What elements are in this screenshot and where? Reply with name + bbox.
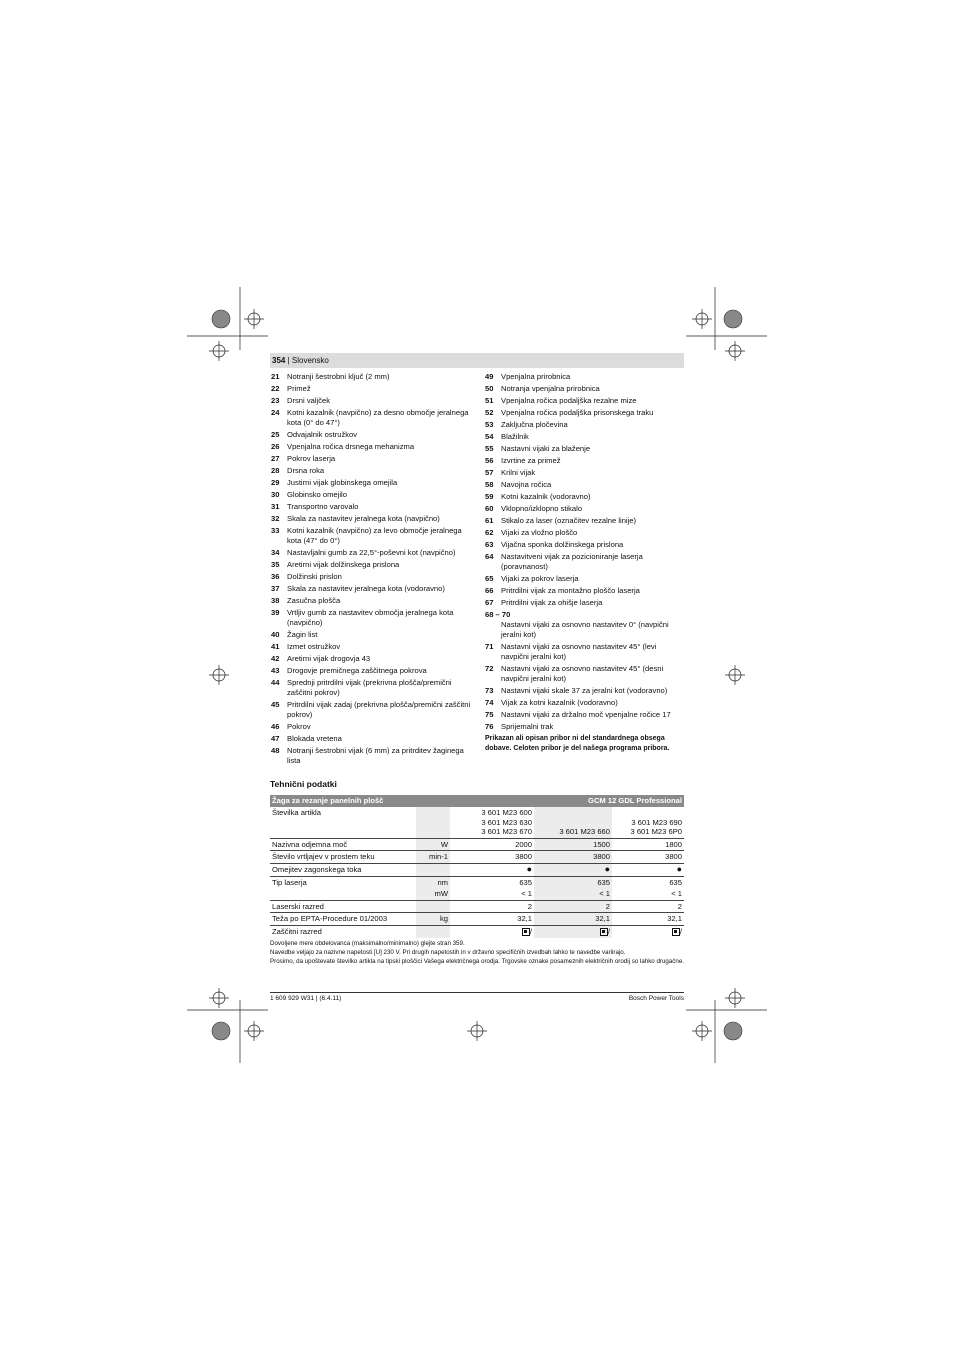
item-number: 73: [485, 686, 494, 695]
item-number: 65: [485, 574, 494, 583]
header-language: Slovensko: [291, 356, 329, 365]
list-item: [485, 408, 684, 418]
list-item: [271, 548, 471, 558]
item-number: 32: [271, 514, 280, 523]
item-number: 39: [271, 608, 280, 617]
item-text: Drsna roka: [287, 466, 325, 475]
list-item: [485, 444, 684, 454]
list-item: [485, 504, 684, 514]
item-number: 63: [485, 540, 494, 549]
list-item: [271, 666, 471, 676]
item-text: Stikalo za laser (označitev rezalne linije): [501, 516, 637, 525]
item-number: 58: [485, 480, 494, 489]
item-number: 49: [485, 372, 494, 381]
list-item: [271, 722, 471, 732]
item-number: 61: [485, 516, 494, 525]
tech-data-table: [270, 795, 684, 938]
table-row: Omejitev zagonskega toka ● ● ●: [270, 863, 684, 876]
item-text: Pritrdilni vijak za ohišje laserja: [501, 598, 603, 607]
list-item: [271, 734, 471, 744]
item-number: 43: [271, 666, 280, 675]
list-item: [485, 574, 684, 584]
item-number: 55: [485, 444, 494, 453]
item-text: Nastavljalni gumb za 22,5°-poševni kot (navpično): [287, 548, 456, 557]
item-text: Vijaki za pokrov laserja: [501, 574, 579, 583]
list-item: [485, 432, 684, 442]
list-item: [271, 384, 471, 394]
article-c1: 3 601 M23 600 3 601 M23 630 3 601 M23 670: [481, 808, 532, 837]
item-text: Vijak za kotni kazalnik (vodoravno): [501, 698, 618, 707]
item-number: 57: [485, 468, 494, 477]
footnotes: Dovoljene mere obdelovanca (maksimalno/minimalno) glejte stran 359. Navedbe veljajo za nazivne napetosti [U] 230 V. Pri drugih napetostih in v državno specifičnih izvedbah lahko te navedbe variirajo. Prosimo, da upoštevate številko artikla na tipski ploščici Vašega električnega orodja. Trgovske oznake posameznih električnih orodij so lahko drugačne.: [270, 940, 684, 965]
item-text: Sprijemalni trak: [501, 722, 554, 731]
list-item: [485, 468, 684, 478]
list-item: [485, 480, 684, 490]
list-item: [485, 722, 684, 732]
item-text: Aretirni vijak dolžinskega prislona: [287, 560, 400, 569]
list-item: [485, 686, 684, 696]
item-number: 67: [485, 598, 494, 607]
item-number: 21: [271, 372, 280, 381]
item-text: Izmet ostružkov: [287, 642, 341, 651]
list-item: [485, 384, 684, 394]
item-number: 56: [485, 456, 494, 465]
table-row: Število vrtljajev v prostem teku min-1 3800 3800 3800: [270, 851, 684, 864]
item-text: Nastavni vijaki za osnovno nastavitev 45° (desni navpični jeralni kot): [501, 664, 664, 683]
list-item: [271, 700, 471, 720]
item-number: 71: [485, 642, 494, 651]
item-number: 64: [485, 552, 494, 561]
item-number: 27: [271, 454, 280, 463]
list-item: [271, 442, 471, 452]
item-number: 25: [271, 430, 280, 439]
item-number: 26: [271, 442, 280, 451]
list-item: [271, 630, 471, 640]
article-row: [270, 807, 684, 838]
list-item: [271, 372, 471, 382]
item-number: 75: [485, 710, 494, 719]
item-text: Skala za nastavitev jeralnega kota (navpično): [287, 514, 440, 523]
item-text: Žagin list: [287, 630, 318, 639]
list-item: [271, 654, 471, 664]
page-header: [270, 353, 684, 368]
item-number: 30: [271, 490, 280, 499]
list-item: [271, 560, 471, 570]
list-item: [485, 610, 684, 640]
item-number: 37: [271, 584, 280, 593]
list-item: [271, 408, 471, 428]
list-item: [271, 584, 471, 594]
item-number: 38: [271, 596, 280, 605]
item-text: Vpenjalna ročica drsnega mehanizma: [287, 442, 415, 451]
item-text: Navojna ročica: [501, 480, 552, 489]
item-text: Pokrov laserja: [287, 454, 336, 463]
list-item: [271, 596, 471, 606]
item-text: Nastavni vijaki skale 37 za jeralni kot (vodoravno): [501, 686, 668, 695]
footer-code: 1 609 929 W31 | (6.4.11): [270, 995, 342, 1002]
item-text: Notranja vpenjalna prirobnica: [501, 384, 600, 393]
item-text: Pritrdilni vijak za montažno ploščo laserja: [501, 586, 640, 595]
header-separator: |: [287, 356, 290, 365]
list-item: [485, 528, 684, 538]
list-item: [271, 466, 471, 476]
list-item: [485, 456, 684, 466]
list-item: [271, 490, 471, 500]
item-text: Izvrtine za primež: [501, 456, 561, 465]
item-number: 60: [485, 504, 494, 513]
table-head-left: Žaga za rezanje panelnih plošč: [270, 795, 450, 807]
item-number: 74: [485, 698, 494, 707]
list-item: [271, 678, 471, 698]
list-item: [271, 642, 471, 652]
item-text: Kotni kazalnik (navpično) za desno območje jeralnega kota (0° do 47°): [287, 408, 469, 427]
item-text: Vklopno/izklopno stikalo: [501, 504, 583, 513]
list-item: [485, 552, 684, 572]
item-text: Odvajalnik ostružkov: [287, 430, 358, 439]
item-text: Skala za nastavitev jeralnega kota (vodoravno): [287, 584, 445, 593]
item-text: Sprednji pritrdilni vijak (prekrivna plošča/premični zaščitni pokrov): [287, 678, 452, 697]
item-text: Notranji šestrobni ključ (2 mm): [287, 372, 390, 381]
list-item: [271, 608, 471, 628]
item-text: Zasučna plošča: [287, 596, 341, 605]
item-number: 53: [485, 420, 494, 429]
item-number: 72: [485, 664, 494, 673]
list-item: [271, 746, 471, 766]
accessory-note: Prikazan ali opisan pribor ni del standardnega obsega dobave. Celoten pribor je del našega programa pribora.: [485, 735, 670, 752]
table-header-row: [270, 795, 684, 807]
item-text: Vpenjalna ročica podaljška prisonskega traku: [501, 408, 654, 417]
list-item: [271, 526, 471, 546]
item-text: Kotni kazalnik (navpično) za levo območje jeralnega kota (47° do 0°): [287, 526, 462, 545]
item-text: Pokrov: [287, 722, 311, 731]
item-text: Drogovje premičnega zaščitnega pokrova: [287, 666, 427, 675]
item-text: Vijaki za vložno ploščo: [501, 528, 578, 537]
item-text: Kotni kazalnik (vodoravno): [501, 492, 591, 501]
item-number: 34: [271, 548, 280, 557]
item-text: Vpenjalna prirobnica: [501, 372, 571, 381]
item-number: 52: [485, 408, 494, 417]
item-text: Transportno varovalo: [287, 502, 359, 511]
item-number: 42: [271, 654, 280, 663]
item-number: 36: [271, 572, 280, 581]
list-item: [485, 420, 684, 430]
item-number: 35: [271, 560, 280, 569]
table-row: Tip laserja nm mW 635 < 1 635 < 1 635 < 1: [270, 876, 684, 900]
item-number: 28: [271, 466, 280, 475]
item-number: 76: [485, 722, 494, 731]
item-number: 54: [485, 432, 494, 441]
item-text: Pritrdilni vijak zadaj (prekrivna plošča/premični zaščitni pokrov): [287, 700, 471, 719]
list-item: [271, 454, 471, 464]
item-text: Drsni valjček: [287, 396, 331, 405]
item-number: 66: [485, 586, 494, 595]
table-row: Laserski razred 2 2 2: [270, 900, 684, 913]
article-label: Številka artikla: [272, 808, 321, 817]
page-number: 354: [272, 356, 286, 365]
protection-class-icon: [672, 928, 680, 936]
list-item: [485, 710, 684, 720]
list-item: [485, 642, 684, 662]
item-text: Blokada vretena: [287, 734, 342, 743]
item-text: Justirni vijak globinskega omejila: [287, 478, 398, 487]
list-item: [485, 586, 684, 596]
item-text: Krilni vijak: [501, 468, 536, 477]
item-number: 24: [271, 408, 280, 417]
item-text: Vrtljiv gumb za nastavitev območja jeralnega kota (navpično): [287, 608, 454, 627]
item-number: 29: [271, 478, 280, 487]
protection-class-icon: [600, 928, 608, 936]
parts-list-right: [485, 372, 684, 753]
item-text: Nastavni vijaki za držalno moč vpenjalne ročice 17: [501, 710, 671, 719]
item-text: Nastavni vijaki za osnovno nastavitev 45° (levi navpični jeralni kot): [501, 642, 657, 661]
item-number: 50: [485, 384, 494, 393]
list-item: [485, 396, 684, 406]
item-text: Aretirni vijak drogovja 43: [287, 654, 371, 663]
table-row: Nazivna odjemna moč W 2000 1500 1800: [270, 838, 684, 851]
item-number: 44: [271, 678, 280, 687]
table-row: Teža po EPTA-Procedure 01/2003 kg 32,1 32,1 32,1: [270, 913, 684, 926]
item-number: 46: [271, 722, 280, 731]
table-row: Zaščitni razred / / /: [272, 926, 682, 936]
protection-class-icon: [522, 928, 530, 936]
footer-brand: Bosch Power Tools: [628, 995, 684, 1002]
item-text: Nastavitveni vijak za pozicioniranje laserja (poravnanost): [501, 552, 643, 571]
item-text: Dolžinski prislon: [287, 572, 342, 581]
list-item: [485, 372, 684, 382]
list-item: [271, 502, 471, 512]
article-c2: 3 601 M23 660: [534, 807, 612, 838]
item-number: 33: [271, 526, 280, 535]
item-text: Notranji šestrobni vijak (6 mm) za pritrditev žaginega lista: [287, 746, 464, 765]
list-item: [485, 664, 684, 684]
item-number: 45: [271, 700, 280, 709]
item-text: Primež: [287, 384, 311, 393]
item-number: 51: [485, 396, 494, 405]
item-text: Nastavni vijaki za blaženje: [501, 444, 591, 453]
article-c3: 3 601 M23 690 3 601 M23 6P0: [630, 817, 682, 837]
item-number: 68 – 70: [485, 610, 511, 619]
item-number: 31: [271, 502, 280, 511]
item-text: Globinsko omejilo: [287, 490, 347, 499]
list-item: [485, 516, 684, 526]
item-number: 62: [485, 528, 494, 537]
list-item: [485, 598, 684, 608]
list-item: [271, 430, 471, 440]
item-text: Blažilnik: [501, 432, 529, 441]
item-text: Zaključna pločevina: [501, 420, 568, 429]
parts-list-left: [271, 372, 471, 768]
page-footer: [270, 992, 684, 1002]
item-number: 59: [485, 492, 494, 501]
item-number: 22: [271, 384, 280, 393]
item-number: 47: [271, 734, 280, 743]
list-item: [271, 396, 471, 406]
item-text: Vpenjalna ročica podaljška rezalne mize: [501, 396, 637, 405]
list-item: [485, 698, 684, 708]
item-number: 40: [271, 630, 280, 639]
item-text: Vijačna sponka dolžinskega prislona: [501, 540, 624, 549]
item-number: 23: [271, 396, 280, 405]
list-item: [271, 478, 471, 488]
item-number: 41: [271, 642, 280, 651]
list-item: [485, 540, 684, 550]
list-item: [271, 572, 471, 582]
item-number: 48: [271, 746, 280, 755]
list-item: [271, 514, 471, 524]
list-item: [485, 492, 684, 502]
item-text: Nastavni vijaki za osnovno nastavitev 0° (navpični jeralni kot): [501, 620, 669, 639]
table-head-right: GCM 12 GDL Professional: [450, 795, 684, 807]
section-title: Tehnični podatki: [270, 779, 337, 789]
